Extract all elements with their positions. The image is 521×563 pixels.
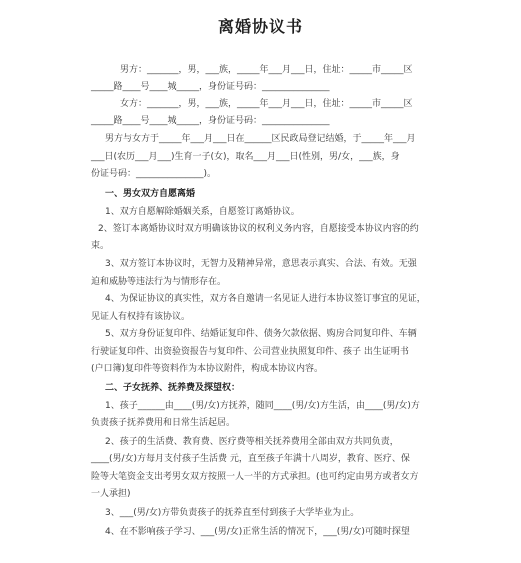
paragraph-line: 见证人有权持有该协议。: [91, 312, 191, 322]
paragraph-line: 4、在不影响孩子学习、___(男/女)正常生活的情况下，___(男/女)可随时探望: [105, 527, 410, 537]
section-heading: 一、男女双方自愿离婚: [105, 189, 196, 199]
document-title: 离婚协议书: [217, 17, 303, 36]
paragraph-line: 险等大笔资金支出考男女双方按照一人一半的方式承担。(也可约定由男方或者女方: [91, 472, 419, 482]
paragraph-line: 行驶证复印件、出资验资报告与复印件、公司营业执照复印件、孩子 出生证明书: [91, 347, 409, 357]
paragraph-line: 2、签订本离婚协议时双方明确该协议的权利义务内容，自愿接受本协议内容的约: [98, 224, 419, 234]
paragraph-line: 份证号码：_______________)。: [91, 169, 217, 179]
paragraph-line: 男方：_______，男，___族，_____年___月___日，住址：_____市_____区: [120, 65, 413, 75]
paragraph-line: 负责孩子抚养费用和日常生活起居。: [91, 418, 236, 428]
paragraph-line: ___日(农历___月___)生育一子(女)，取名___月___日(性别，男/女，___族，身: [91, 152, 400, 162]
paragraph-line: 男方与女方于_____年___月___日在______区民政局登记结婚，于_____年___月: [105, 134, 416, 144]
paragraph-line: 1、双方自愿解除婚姻关系，自愿签订离婚协议。: [105, 207, 300, 217]
paragraph-line: (户口簿)复印件等资料作为本协议附件，构成本协议内容。: [91, 364, 324, 374]
paragraph-line: 迫和威胁等违法行为与情形存在。: [91, 277, 227, 287]
paragraph-line: ____(男/女)方每月支付孩子生活费 元，直至孩子年满十八周岁，教育、医疗、保: [91, 454, 410, 464]
paragraph-line: 一人承担): [91, 489, 131, 499]
paragraph-line: 3、双方签订本协议时，无智力及精神异常，意思表示真实、合法、有效。无强: [105, 259, 417, 269]
paragraph-line: 3、___(男/女)方带负责孩子的抚养直至付到孩子大学毕业为止。: [105, 508, 360, 518]
paragraph-line: _____路____号____城_____，身份证号码：_______________: [91, 116, 330, 126]
paragraph-line: 5、双方身份证复印件、结婚证复印件、债务欠款依据、购房合同复印件、车辆: [105, 329, 417, 339]
section-heading: 二、子女抚养、抚养费及探望权：: [105, 383, 241, 393]
paragraph-line: 束。: [91, 241, 110, 251]
paragraph-line: 2、孩子的生活费、教育费、医疗费等相关抚养费用全部由双方共同负责，: [105, 437, 399, 447]
paragraph-line: 女方：_______，男，___族，_____年___月___日，住址：_____市_____区: [120, 99, 413, 109]
paragraph-line: 4、为保证协议的真实性，双方各自邀请一名见证人进行本协议签订事宜的见证，: [105, 294, 426, 304]
paragraph-line: 1、孩子______由____(男/女)方抚养，随同____(男/女)方生活，由____(男/女)方: [105, 401, 420, 411]
paragraph-line: _____路____号____城_____，身份证号码：_______________: [91, 82, 330, 92]
